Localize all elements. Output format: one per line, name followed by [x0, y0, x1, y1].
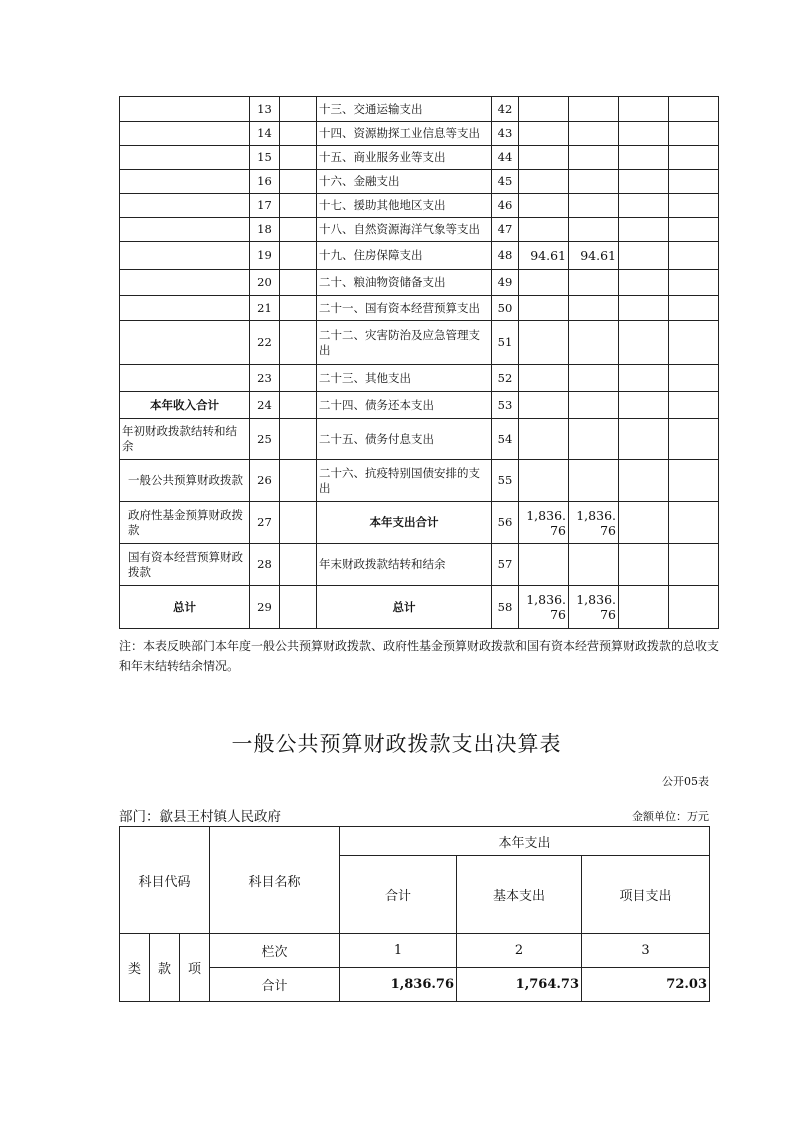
- income-label-cell: [120, 146, 250, 170]
- column-number: 3: [582, 934, 710, 968]
- empty-cell: [669, 460, 719, 502]
- empty-cell: [280, 296, 317, 321]
- amount-cell: [569, 122, 619, 146]
- expense-item-cell: 十四、资源勘探工业信息等支出: [317, 122, 492, 146]
- income-label-cell: 本年收入合计: [120, 392, 250, 419]
- table-row: [120, 146, 719, 170]
- amount-cell: [569, 544, 619, 586]
- amount-cell: [519, 122, 569, 146]
- empty-cell: [669, 392, 719, 419]
- expense-item-cell: 二十一、国有资本经营预算支出: [317, 296, 492, 321]
- amount-cell: [569, 296, 619, 321]
- income-label-cell: [120, 270, 250, 296]
- amount-cell: [519, 296, 569, 321]
- table-tag: 公开05表: [662, 775, 709, 788]
- row-number-cell: 14: [250, 122, 280, 146]
- line-number-cell: 45: [492, 170, 519, 194]
- expense-item-cell: 十九、住房保障支出: [317, 242, 492, 270]
- row-number-cell: 25: [250, 419, 280, 460]
- amount-cell: [519, 460, 569, 502]
- expense-item-cell: 二十三、其他支出: [317, 365, 492, 392]
- expense-item-cell: 二十二、灾害防治及应急管理支出: [317, 321, 492, 365]
- income-label-cell: [120, 122, 250, 146]
- empty-cell: [280, 146, 317, 170]
- row-number-cell: 23: [250, 365, 280, 392]
- amount-cell: 1,836.76: [519, 586, 569, 629]
- amount-cell: [519, 146, 569, 170]
- table-note: 注：本表反映部门本年度一般公共预算财政拨款、政府性基金预算财政拨款和国有资本经营预算财政拨款的总收支和年末结转结余情况。: [119, 639, 720, 673]
- amount-cell: [519, 270, 569, 296]
- expense-item-cell: 十三、交通运输支出: [317, 97, 492, 122]
- table-row: [120, 502, 719, 544]
- empty-cell: [280, 365, 317, 392]
- code-header: 科目代码: [120, 827, 210, 934]
- amount-cell: [519, 194, 569, 218]
- empty-cell: [280, 392, 317, 419]
- empty-cell: [280, 242, 317, 270]
- empty-cell: [619, 170, 669, 194]
- empty-cell: [619, 146, 669, 170]
- project-header: 项目支出: [582, 856, 710, 934]
- lei-header: 类: [120, 934, 150, 1002]
- empty-cell: [280, 97, 317, 122]
- empty-cell: [669, 194, 719, 218]
- row-number-cell: 20: [250, 270, 280, 296]
- amount-cell: [519, 419, 569, 460]
- row-number-cell: 19: [250, 242, 280, 270]
- empty-cell: [280, 170, 317, 194]
- line-number-cell: 48: [492, 242, 519, 270]
- amount-cell: 1,836.76: [519, 502, 569, 544]
- table-row: [120, 270, 719, 296]
- empty-cell: [619, 242, 669, 270]
- empty-cell: [619, 218, 669, 242]
- section-title: 一般公共预算财政拨款支出决算表: [231, 732, 562, 756]
- row-number-cell: 22: [250, 321, 280, 365]
- table-row: [120, 365, 719, 392]
- expense-item-cell: 年末财政拨款结转和结余: [317, 544, 492, 586]
- table-row: [120, 218, 719, 242]
- empty-cell: [619, 270, 669, 296]
- expense-item-cell: 二十六、抗疫特别国债安排的支出: [317, 460, 492, 502]
- empty-cell: [669, 146, 719, 170]
- row-number-cell: 27: [250, 502, 280, 544]
- expense-item-cell: 本年支出合计: [317, 502, 492, 544]
- header-row: [120, 827, 710, 856]
- row-number-cell: 24: [250, 392, 280, 419]
- amount-cell: [569, 419, 619, 460]
- basic-amount: 1,764.73: [457, 968, 582, 1002]
- income-label-cell: 政府性基金预算财政拨款: [120, 502, 250, 544]
- expense-item-cell: 二十四、债务还本支出: [317, 392, 492, 419]
- empty-cell: [669, 544, 719, 586]
- table-row: [120, 392, 719, 419]
- table-row: [120, 321, 719, 365]
- income-label-cell: [120, 242, 250, 270]
- empty-cell: [669, 586, 719, 629]
- line-number-cell: 53: [492, 392, 519, 419]
- income-label-cell: [120, 170, 250, 194]
- income-label-cell: [120, 296, 250, 321]
- amount-cell: [569, 270, 619, 296]
- empty-cell: [280, 194, 317, 218]
- income-label-cell: [120, 365, 250, 392]
- empty-cell: [669, 218, 719, 242]
- amount-cell: [569, 194, 619, 218]
- row-number-cell: 17: [250, 194, 280, 218]
- empty-cell: [619, 586, 669, 629]
- table-row: [120, 170, 719, 194]
- empty-cell: [669, 321, 719, 365]
- amount-cell: [519, 218, 569, 242]
- empty-cell: [669, 97, 719, 122]
- amount-cell: [569, 218, 619, 242]
- empty-cell: [669, 502, 719, 544]
- total-amount: 1,836.76: [340, 968, 457, 1002]
- amount-cell: [519, 97, 569, 122]
- table-row: [120, 242, 719, 270]
- amount-cell: [519, 544, 569, 586]
- empty-cell: [669, 122, 719, 146]
- table-row: [120, 296, 719, 321]
- xiang-header: 项: [180, 934, 210, 1002]
- empty-cell: [619, 419, 669, 460]
- line-number-cell: 55: [492, 460, 519, 502]
- empty-cell: [619, 321, 669, 365]
- unit-label: 金额单位：万元: [632, 810, 709, 823]
- row-number-cell: 29: [250, 586, 280, 629]
- amount-cell: [519, 321, 569, 365]
- column-number: 2: [457, 934, 582, 968]
- income-label-cell: 总计: [120, 586, 250, 629]
- row-number-cell: 15: [250, 146, 280, 170]
- empty-cell: [619, 544, 669, 586]
- table-row: [120, 419, 719, 460]
- total-row-label: 合计: [210, 968, 340, 1002]
- column-number: 1: [340, 934, 457, 968]
- amount-cell: 1,836.76: [569, 502, 619, 544]
- total-header: 合计: [340, 856, 457, 934]
- empty-cell: [280, 321, 317, 365]
- expense-item-cell: 十八、自然资源海洋气象等支出: [317, 218, 492, 242]
- expense-item-cell: 总计: [317, 586, 492, 629]
- empty-cell: [280, 419, 317, 460]
- line-number-cell: 50: [492, 296, 519, 321]
- row-number-cell: 21: [250, 296, 280, 321]
- department-label: 部门：歙县王村镇人民政府: [119, 809, 281, 825]
- amount-cell: [569, 97, 619, 122]
- income-label-cell: [120, 321, 250, 365]
- amount-cell: [569, 460, 619, 502]
- row-number-cell: 13: [250, 97, 280, 122]
- row-number-cell: 26: [250, 460, 280, 502]
- empty-cell: [669, 365, 719, 392]
- kuan-header: 款: [150, 934, 180, 1002]
- table-row: [120, 122, 719, 146]
- row-number-cell: 28: [250, 544, 280, 586]
- expense-item-cell: 十六、金融支出: [317, 170, 492, 194]
- amount-cell: [569, 146, 619, 170]
- line-number-cell: 43: [492, 122, 519, 146]
- empty-cell: [280, 218, 317, 242]
- column-number-row: [120, 934, 710, 968]
- this-year-header: 本年支出: [340, 827, 710, 856]
- empty-cell: [669, 270, 719, 296]
- empty-cell: [280, 502, 317, 544]
- table-row: [120, 97, 719, 122]
- amount-cell: [569, 170, 619, 194]
- income-label-cell: [120, 97, 250, 122]
- line-number-cell: 58: [492, 586, 519, 629]
- name-header: 科目名称: [210, 827, 340, 934]
- amount-cell: [519, 392, 569, 419]
- line-number-cell: 56: [492, 502, 519, 544]
- empty-cell: [280, 122, 317, 146]
- empty-cell: [619, 502, 669, 544]
- table-row: [120, 194, 719, 218]
- expense-item-cell: 二十五、债务付息支出: [317, 419, 492, 460]
- line-number-cell: 46: [492, 194, 519, 218]
- empty-cell: [669, 242, 719, 270]
- table-row: [120, 586, 719, 629]
- expense-item-cell: 二十、粮油物资储备支出: [317, 270, 492, 296]
- empty-cell: [669, 296, 719, 321]
- amount-cell: [519, 170, 569, 194]
- table-row: [120, 544, 719, 586]
- line-number-cell: 49: [492, 270, 519, 296]
- empty-cell: [280, 270, 317, 296]
- empty-cell: [619, 392, 669, 419]
- expenditure-table: [119, 826, 710, 1002]
- line-number-cell: 52: [492, 365, 519, 392]
- empty-cell: [619, 460, 669, 502]
- line-number-cell: 47: [492, 218, 519, 242]
- empty-cell: [280, 544, 317, 586]
- income-expense-table: [119, 96, 719, 629]
- amount-cell: [519, 365, 569, 392]
- amount-cell: [569, 392, 619, 419]
- row-number-cell: 16: [250, 170, 280, 194]
- amount-cell: [569, 321, 619, 365]
- amount-cell: [569, 365, 619, 392]
- income-label-cell: 年初财政拨款结转和结余: [120, 419, 250, 460]
- expense-item-cell: 十七、援助其他地区支出: [317, 194, 492, 218]
- line-number-cell: 51: [492, 321, 519, 365]
- line-number-cell: 57: [492, 544, 519, 586]
- income-label-cell: 国有资本经营预算财政拨款: [120, 544, 250, 586]
- empty-cell: [669, 170, 719, 194]
- table-row: [120, 460, 719, 502]
- basic-header: 基本支出: [457, 856, 582, 934]
- line-number-cell: 44: [492, 146, 519, 170]
- expense-item-cell: 十五、商业服务业等支出: [317, 146, 492, 170]
- amount-cell: 1,836.76: [569, 586, 619, 629]
- income-label-cell: [120, 218, 250, 242]
- empty-cell: [619, 365, 669, 392]
- income-label-cell: 一般公共预算财政拨款: [120, 460, 250, 502]
- empty-cell: [619, 122, 669, 146]
- line-number-cell: 42: [492, 97, 519, 122]
- empty-cell: [669, 419, 719, 460]
- row-number-cell: 18: [250, 218, 280, 242]
- lanci-label: 栏次: [210, 934, 340, 968]
- project-amount: 72.03: [582, 968, 710, 1002]
- empty-cell: [619, 194, 669, 218]
- empty-cell: [619, 97, 669, 122]
- empty-cell: [280, 460, 317, 502]
- amount-cell: 94.61: [519, 242, 569, 270]
- amount-cell: 94.61: [569, 242, 619, 270]
- empty-cell: [280, 586, 317, 629]
- empty-cell: [619, 296, 669, 321]
- line-number-cell: 54: [492, 419, 519, 460]
- income-label-cell: [120, 194, 250, 218]
